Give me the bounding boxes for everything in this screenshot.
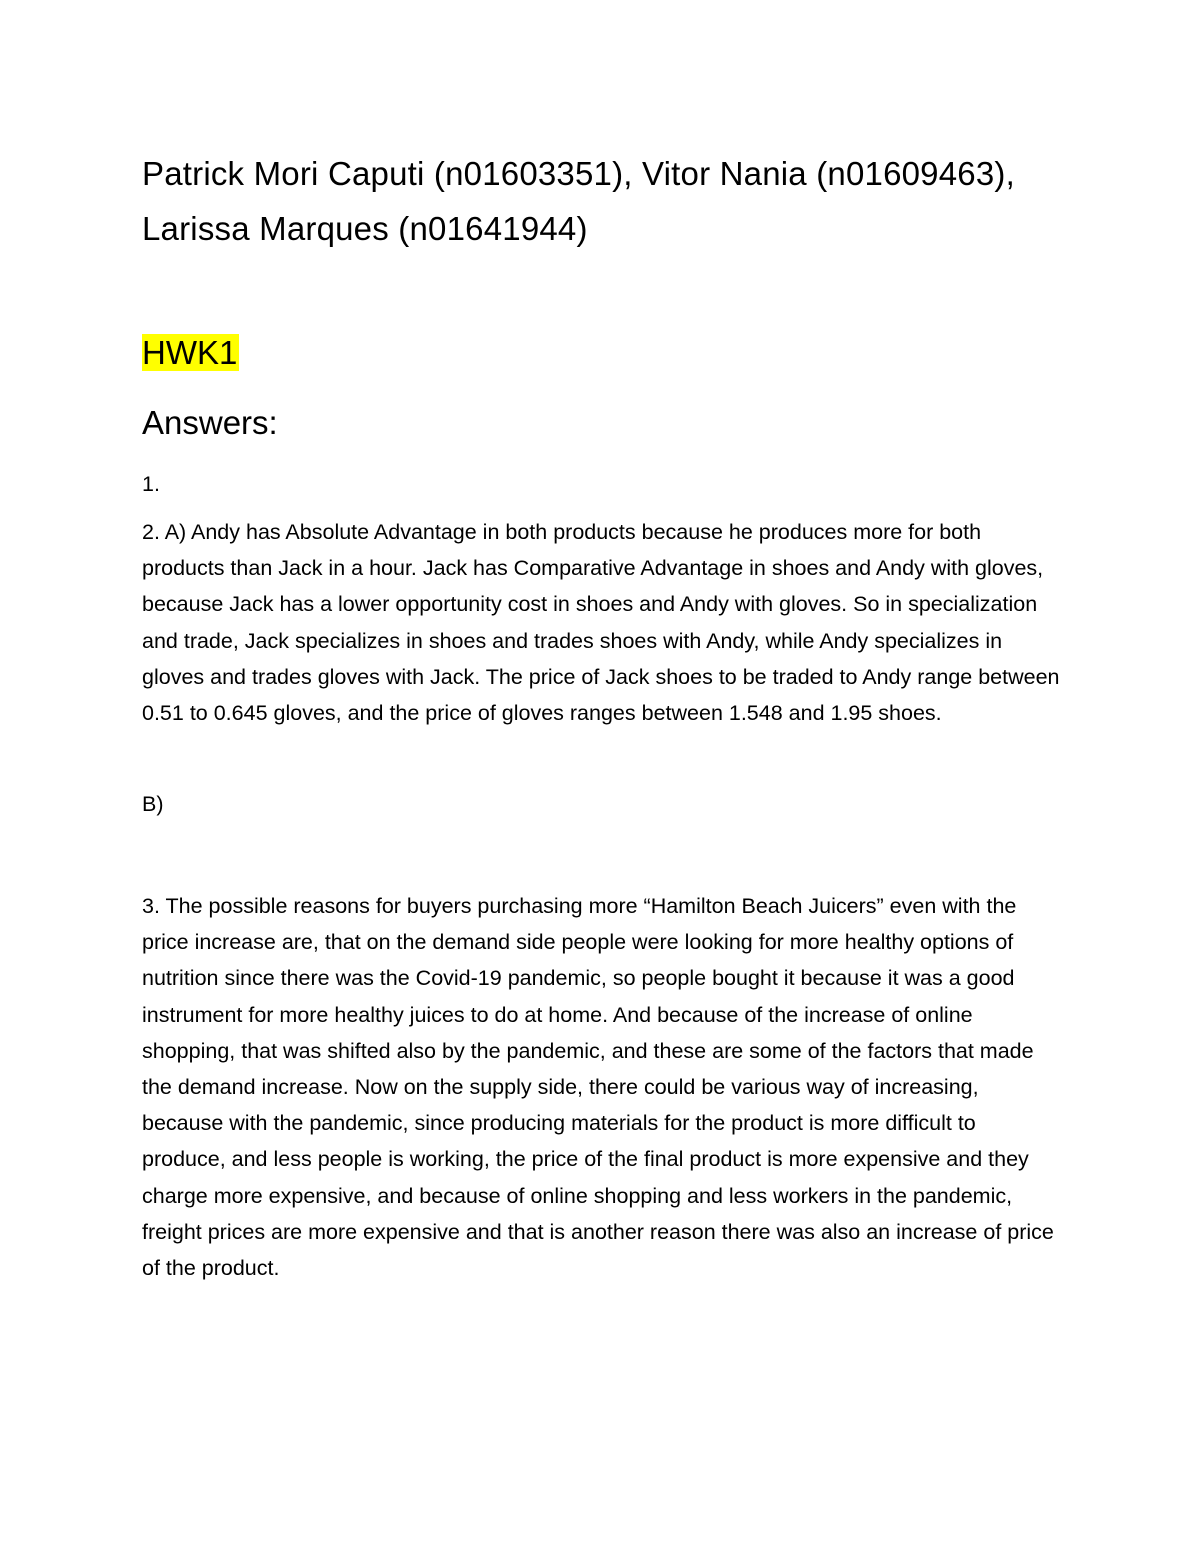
highlighted-title-text: HWK1 — [142, 334, 238, 371]
assignment-title — [142, 332, 239, 374]
answer-2a: 2. A) Andy has Absolute Advantage in both products because he produces more for both products than Jack in a hour. Jack has Comparative Advantage in shoes and Andy with gloves, because Jack has a lower opportunity cost in shoes and Andy with gloves. So in specialization and trade, Jack specializes in shoes and trades shoes with Andy, while Andy specializes in gloves and trades gloves with Jack. The price of Jack shoes to be traded to Andy range between 0.51 to 0.645 gloves, and the price of gloves ranges between 1.548 and 1.95 shoes. — [142, 520, 1060, 726]
authors-line: Patrick Mori Caputi (n01603351), Vitor Nania (n01609463), Larissa Marques (n01641944) — [142, 155, 1015, 247]
answer-2b: B) — [142, 792, 164, 816]
answers-heading: Answers: — [142, 404, 278, 441]
answer-3: 3. The possible reasons for buyers purchasing more “Hamilton Beach Juicers” even with the price increase are, that on the demand side people were looking for more healthy options of nutrition since there was the Covid-19 pandemic, so people bought it because it was a good instrument for more healthy juices to do at home. And because of the increase of online shopping, that was shifted also by the pandemic, and these are some of the factors that made the demand increase. Now on the supply side, there could be various way of increasing, because with the pandemic, since producing materials for the product is more difficult to produce, and less people is working, the price of the final product is more expensive and they charge more expensive, and because of online shopping and less workers in the pandemic, freight prices are more expensive and that is another reason there was also an increase of price of the product. — [142, 894, 1054, 1281]
answer-1: 1. — [142, 472, 160, 496]
